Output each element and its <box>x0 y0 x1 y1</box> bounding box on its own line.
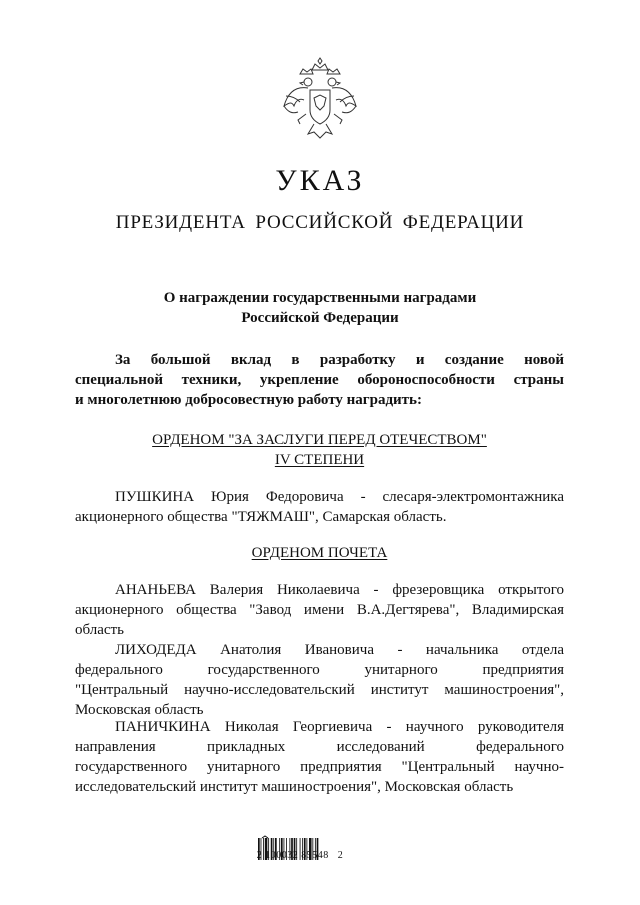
recipient-pushkin <box>75 487 564 527</box>
preamble-line: специальной техники, укрепление обороноспособности страны <box>75 372 564 388</box>
award-title-line: ОРДЕНОМ ПОЧЕТА <box>251 545 388 561</box>
recipient-line: ПУШКИНА Юрия Федоровича - слесаря-электромонтажника <box>115 489 564 505</box>
recipient-line: ЛИХОДЕДА Анатолия Ивановича - начальника отдела <box>115 642 564 658</box>
state-emblem-icon <box>278 56 362 148</box>
barcode-icon <box>256 824 346 874</box>
recipient-line: государственного унитарного предприятия "Центральный научно- <box>75 759 564 775</box>
recipient-line: акционерного общества "Завод имени В.А.Дегтярева", Владимирская <box>75 602 564 618</box>
document-subtitle: ПРЕЗИДЕНТА РОССИЙСКОЙ ФЕДЕРАЦИИ <box>115 212 525 233</box>
recipient-line: область <box>75 622 124 638</box>
recipient-line: Московская область <box>75 702 204 718</box>
recipient-panichkin <box>75 717 564 797</box>
recipient-line: АНАНЬЕВА Валерия Николаевича - фрезеровщика открытого <box>115 582 564 598</box>
recipient-line: исследовательский институт машиностроения", Московская область <box>75 779 514 795</box>
recipient-line: "Центральный научно-исследовательский институт машиностроения", <box>75 682 564 698</box>
barcode-number: 2 100032 85548 2 <box>256 850 344 861</box>
award-title-line: ОРДЕНОМ "ЗА ЗАСЛУГИ ПЕРЕД ОТЕЧЕСТВОМ" <box>152 432 487 448</box>
preamble-line: и многолетнюю добросовестную работу наградить: <box>75 392 422 408</box>
recipient-ananyev <box>75 580 564 640</box>
recipient-line: ПАНИЧКИНА Николая Георгиевича - научного руководителя <box>115 719 564 735</box>
document-title: УКАЗ <box>275 164 365 197</box>
decree-heading <box>0 288 640 328</box>
preamble-line: За большой вклад в разработку и создание новой <box>115 352 564 368</box>
recipient-line: направления прикладных исследований федерального <box>75 739 564 755</box>
recipient-line: федерального государственного унитарного предприятия <box>75 662 564 678</box>
award-title-honor <box>75 543 564 563</box>
award-title-fatherland <box>75 430 564 470</box>
decree-heading-line: Российской Федерации <box>241 310 399 326</box>
recipient-line: акционерного общества "ТЯЖМАШ", Самарская область. <box>75 509 447 525</box>
decree-heading-line: О награждении государственными наградами <box>163 290 477 306</box>
award-title-line: IV СТЕПЕНИ <box>274 452 365 468</box>
preamble <box>75 350 564 410</box>
recipient-likhoded <box>75 640 564 720</box>
